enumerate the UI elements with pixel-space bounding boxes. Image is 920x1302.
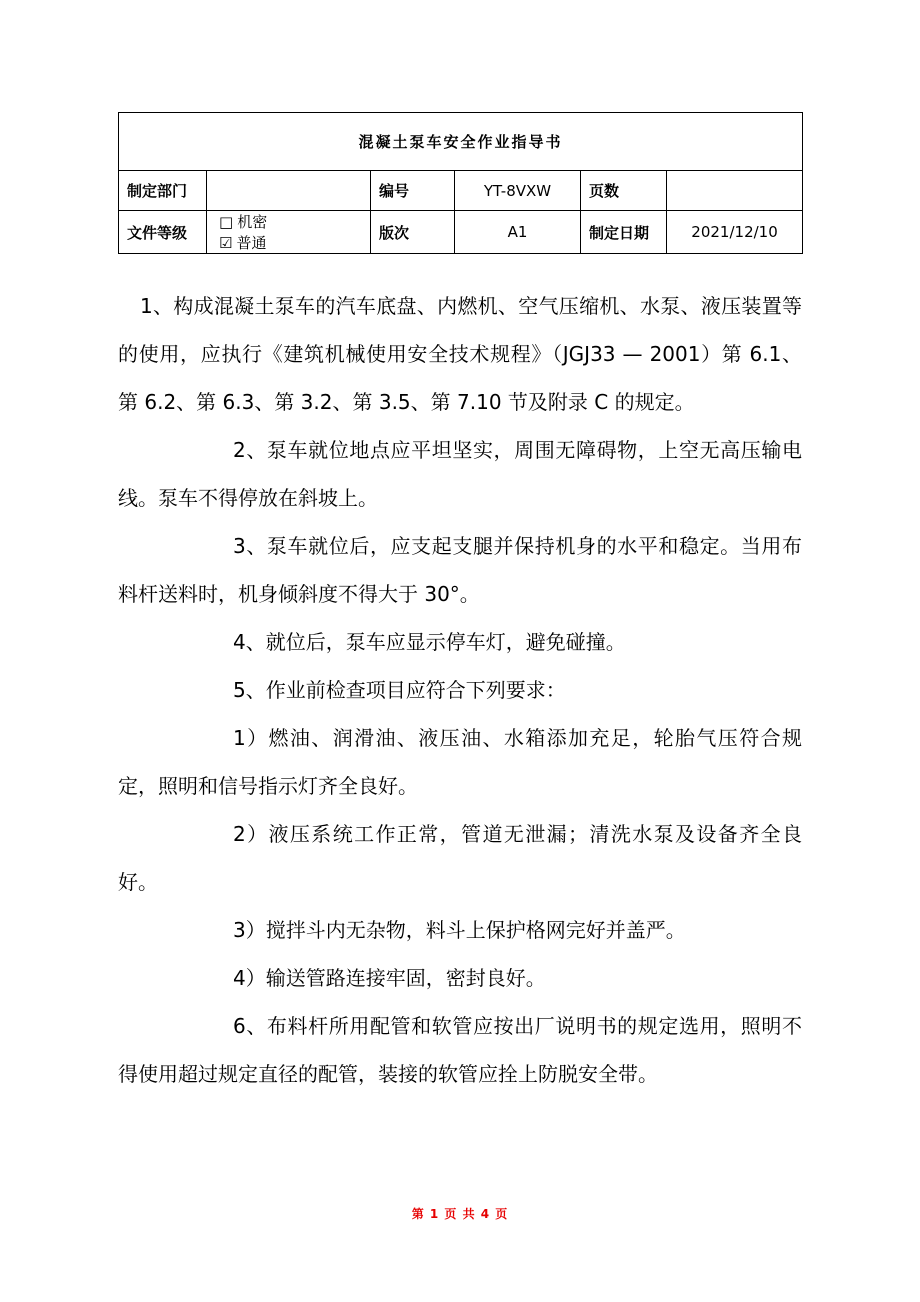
meta-value-number: YT-8VXW	[455, 171, 581, 211]
document-title: 混凝土泵车安全作业指导书	[119, 113, 803, 171]
checkbox-option-secret[interactable]	[219, 211, 267, 232]
page-footer: 第 1 页 共 4 页	[411, 1207, 509, 1221]
document-header-table	[118, 112, 803, 254]
meta-value-date: 2021/12/10	[667, 211, 803, 254]
meta-value-version: A1	[455, 211, 581, 254]
body-paragraph: 6、布料杆所用配管和软管应按出厂说明书的规定选用，照明不得使用超过规定直径的配管，装接的软管应拴上防脱安全带。	[118, 1014, 802, 1086]
meta-value-file-level	[207, 211, 371, 254]
body-paragraph: 2）液压系统工作正常，管道无泄漏；清洗水泵及设备齐全良好。	[118, 822, 802, 894]
meta-label-pages: 页数	[581, 171, 667, 211]
checkbox-option-public[interactable]	[219, 232, 266, 253]
checkbox-checked-icon: ☑	[219, 234, 233, 252]
body-paragraph: 1）燃油、润滑油、液压油、水箱添加充足，轮胎气压符合规定，照明和信号指示灯齐全良好。	[118, 726, 802, 798]
body-paragraph: 2、泵车就位地点应平坦坚实，周围无障碍物，上空无高压输电线。泵车不得停放在斜坡上。	[118, 438, 802, 510]
checkbox-option-secret-label: 机密	[237, 213, 268, 231]
body-paragraph: 5、作业前检查项目应符合下列要求：	[233, 678, 566, 702]
document-body	[118, 282, 802, 1098]
body-paragraph: 4、就位后，泵车应显示停车灯，避免碰撞。	[233, 630, 626, 654]
meta-value-department	[207, 171, 371, 211]
body-paragraph: 4）输送管路连接牢固，密封良好。	[233, 966, 546, 990]
meta-label-department: 制定部门	[119, 171, 207, 211]
body-paragraph: 3）搅拌斗内无杂物，料斗上保护格网完好并盖严。	[233, 918, 686, 942]
checkbox-option-public-label: 普通	[236, 234, 267, 252]
meta-label-file-level: 文件等级	[119, 211, 207, 254]
body-paragraph: 1、构成混凝土泵车的汽车底盘、内燃机、空气压缩机、水泵、液压装置等的使用，应执行《建筑机械使用安全技术规程》（JGJ33 — 2001）第 6.1、第 6.2、第 6.3、第 3.2、第 3.5、第 7.10 节及附录 C 的规定。	[118, 294, 802, 414]
meta-label-date: 制定日期	[581, 211, 667, 254]
meta-value-pages	[667, 171, 803, 211]
checkbox-unchecked-icon: □	[219, 213, 234, 231]
meta-label-number: 编号	[371, 171, 455, 211]
meta-label-version: 版次	[371, 211, 455, 254]
body-paragraph: 3、泵车就位后，应支起支腿并保持机身的水平和稳定。当用布料杆送料时，机身倾斜度不得大于 30°。	[118, 534, 802, 606]
